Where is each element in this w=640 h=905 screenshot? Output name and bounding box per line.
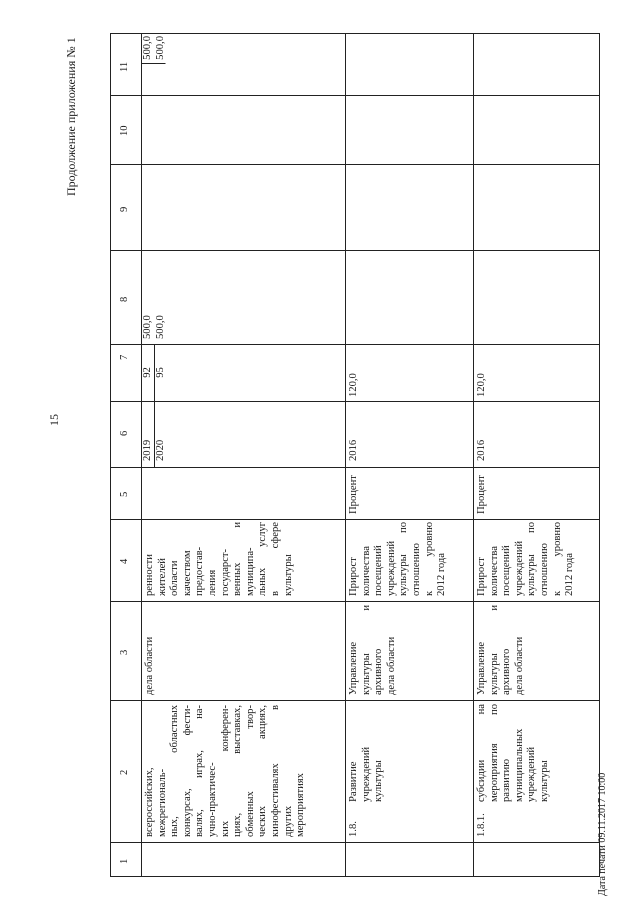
cell-line: отношению <box>538 543 550 596</box>
cell-line: муниципа- <box>244 547 256 596</box>
cell-line: культуры и <box>488 605 500 695</box>
cell-line: ких конферен- <box>219 705 231 837</box>
cell-line: культуры <box>373 760 385 802</box>
cell-line: государст- <box>219 548 231 596</box>
cell-line: 500,0 <box>142 315 153 339</box>
cell-line: всероссийских, <box>144 767 155 837</box>
cell-line: культуры и <box>360 605 372 695</box>
cell-line: 2012 года <box>564 552 576 596</box>
cell-line: дела области <box>513 636 525 695</box>
row-indicator-cell <box>476 519 600 599</box>
cell-line: обменных твор- <box>244 705 256 837</box>
cell-line: к уровню <box>551 522 563 596</box>
row-values-cell <box>142 345 172 400</box>
column-header-7: 7 <box>119 354 130 360</box>
row-name-cell <box>476 701 596 805</box>
row-unit-cell: Процент <box>476 475 487 514</box>
cell-line: ления <box>206 569 218 596</box>
cell-line: кинофестивалях в <box>269 705 281 837</box>
cell-line: учреждений <box>526 746 538 802</box>
row-values-cell <box>348 345 368 400</box>
cell-line: ческих акциях, <box>257 705 269 837</box>
cell-line: учреждений <box>360 746 372 802</box>
cell-line: культуры <box>282 554 294 596</box>
column-header-10: 10 <box>119 125 130 136</box>
cell-line: мероприятия по <box>488 704 500 802</box>
column-header-3: 3 <box>119 649 130 655</box>
column-header-9: 9 <box>119 206 130 212</box>
cell-line: Управление <box>476 641 487 695</box>
cell-line: культуры по <box>398 522 410 596</box>
cell-line: количества <box>360 546 372 596</box>
cell-line: валях, играх, на- <box>194 705 206 837</box>
cell-line: 2016 <box>476 439 487 461</box>
cell-line: в сфере <box>269 522 281 596</box>
cell-line: 500,0 <box>154 315 166 339</box>
row-number-cell: 1.8.1. <box>476 813 487 837</box>
cell-line: 120,0 <box>476 373 487 397</box>
cell-line: жителей <box>156 558 168 596</box>
cell-line: мероприятиях <box>295 773 307 837</box>
cell-line: культуры по <box>526 522 538 596</box>
cell-line: количества <box>488 546 500 596</box>
row-executor-cell <box>348 602 468 698</box>
row-executor-cell <box>144 602 344 698</box>
column-header-11: 11 <box>119 61 130 72</box>
row-indicator-cell <box>144 519 344 599</box>
cell-line: дела области <box>144 636 155 695</box>
column-header-5: 5 <box>119 491 130 497</box>
cell-line: дела области <box>385 636 397 695</box>
column-header-2: 2 <box>119 769 130 775</box>
cell-line: 92 <box>142 367 153 378</box>
row-col7-cell <box>142 252 172 342</box>
cell-line: учно-практичес- <box>206 762 218 837</box>
row-values-cell <box>476 345 496 400</box>
cell-line: 500,0 <box>142 36 153 60</box>
cell-line: Развитие <box>348 761 359 802</box>
cell-line: 2019 <box>142 439 153 461</box>
cell-line: отношению <box>410 543 422 596</box>
cell-line: области <box>169 560 181 596</box>
cell-line: других <box>282 805 294 837</box>
cell-line: учреждений <box>385 540 397 596</box>
cell-line: Прирост <box>348 557 359 596</box>
row-years-cell <box>476 403 496 465</box>
cell-line: культуры <box>538 760 550 802</box>
cell-line: льных услуг <box>257 522 269 596</box>
cell-line: ренности <box>144 554 155 596</box>
cell-line: учреждений <box>513 540 525 596</box>
row-executor-cell <box>476 602 596 698</box>
column-header-6: 6 <box>119 430 130 436</box>
cell-line: субсидии на <box>476 704 487 802</box>
row-col11-cell <box>142 33 172 93</box>
cell-line: венных и <box>232 522 244 596</box>
cell-line: 2012 года <box>436 552 448 596</box>
row-number-cell: 1.8. <box>348 821 359 837</box>
page-number: 15 <box>47 414 61 426</box>
column-header-4: 4 <box>119 558 130 564</box>
cell-line: к уровню <box>423 522 435 596</box>
cell-line: архивного <box>501 648 513 695</box>
row-unit-cell: Процент <box>348 475 359 514</box>
cell-line: посещений <box>501 545 513 596</box>
cell-line: 120,0 <box>348 373 359 397</box>
cell-line: предостав- <box>194 546 206 596</box>
cell-line: Прирост <box>476 557 487 596</box>
cell-line: ных, областных <box>169 705 181 837</box>
cell-line: 2020 <box>154 439 166 461</box>
cell-line: развитию <box>501 758 513 802</box>
cell-line: конкурсах, фести- <box>181 705 193 837</box>
row-years-cell <box>142 403 172 465</box>
column-header-1: 1 <box>119 858 130 864</box>
appendix-continuation-header: Продолжение приложения № 1 <box>64 37 78 196</box>
cell-line: 500,0 <box>154 36 166 60</box>
cell-line: качеством <box>181 550 193 596</box>
cell-line: архивного <box>373 648 385 695</box>
cell-line: Управление <box>348 641 359 695</box>
column-header-8: 8 <box>119 296 130 302</box>
row-years-cell <box>348 403 368 465</box>
cell-line: муниципальных <box>513 728 525 802</box>
print-date: Дата печати 09.11.2017 10:00 <box>597 772 608 896</box>
cell-line: 95 <box>154 367 166 378</box>
cell-line: 2016 <box>348 439 359 461</box>
cell-line: циях, выставках, <box>232 705 244 837</box>
cell-line: посещений <box>373 545 385 596</box>
row-indicator-cell <box>348 519 468 599</box>
row-name-cell <box>144 702 344 840</box>
cell-line: межрегиональ- <box>156 768 168 837</box>
